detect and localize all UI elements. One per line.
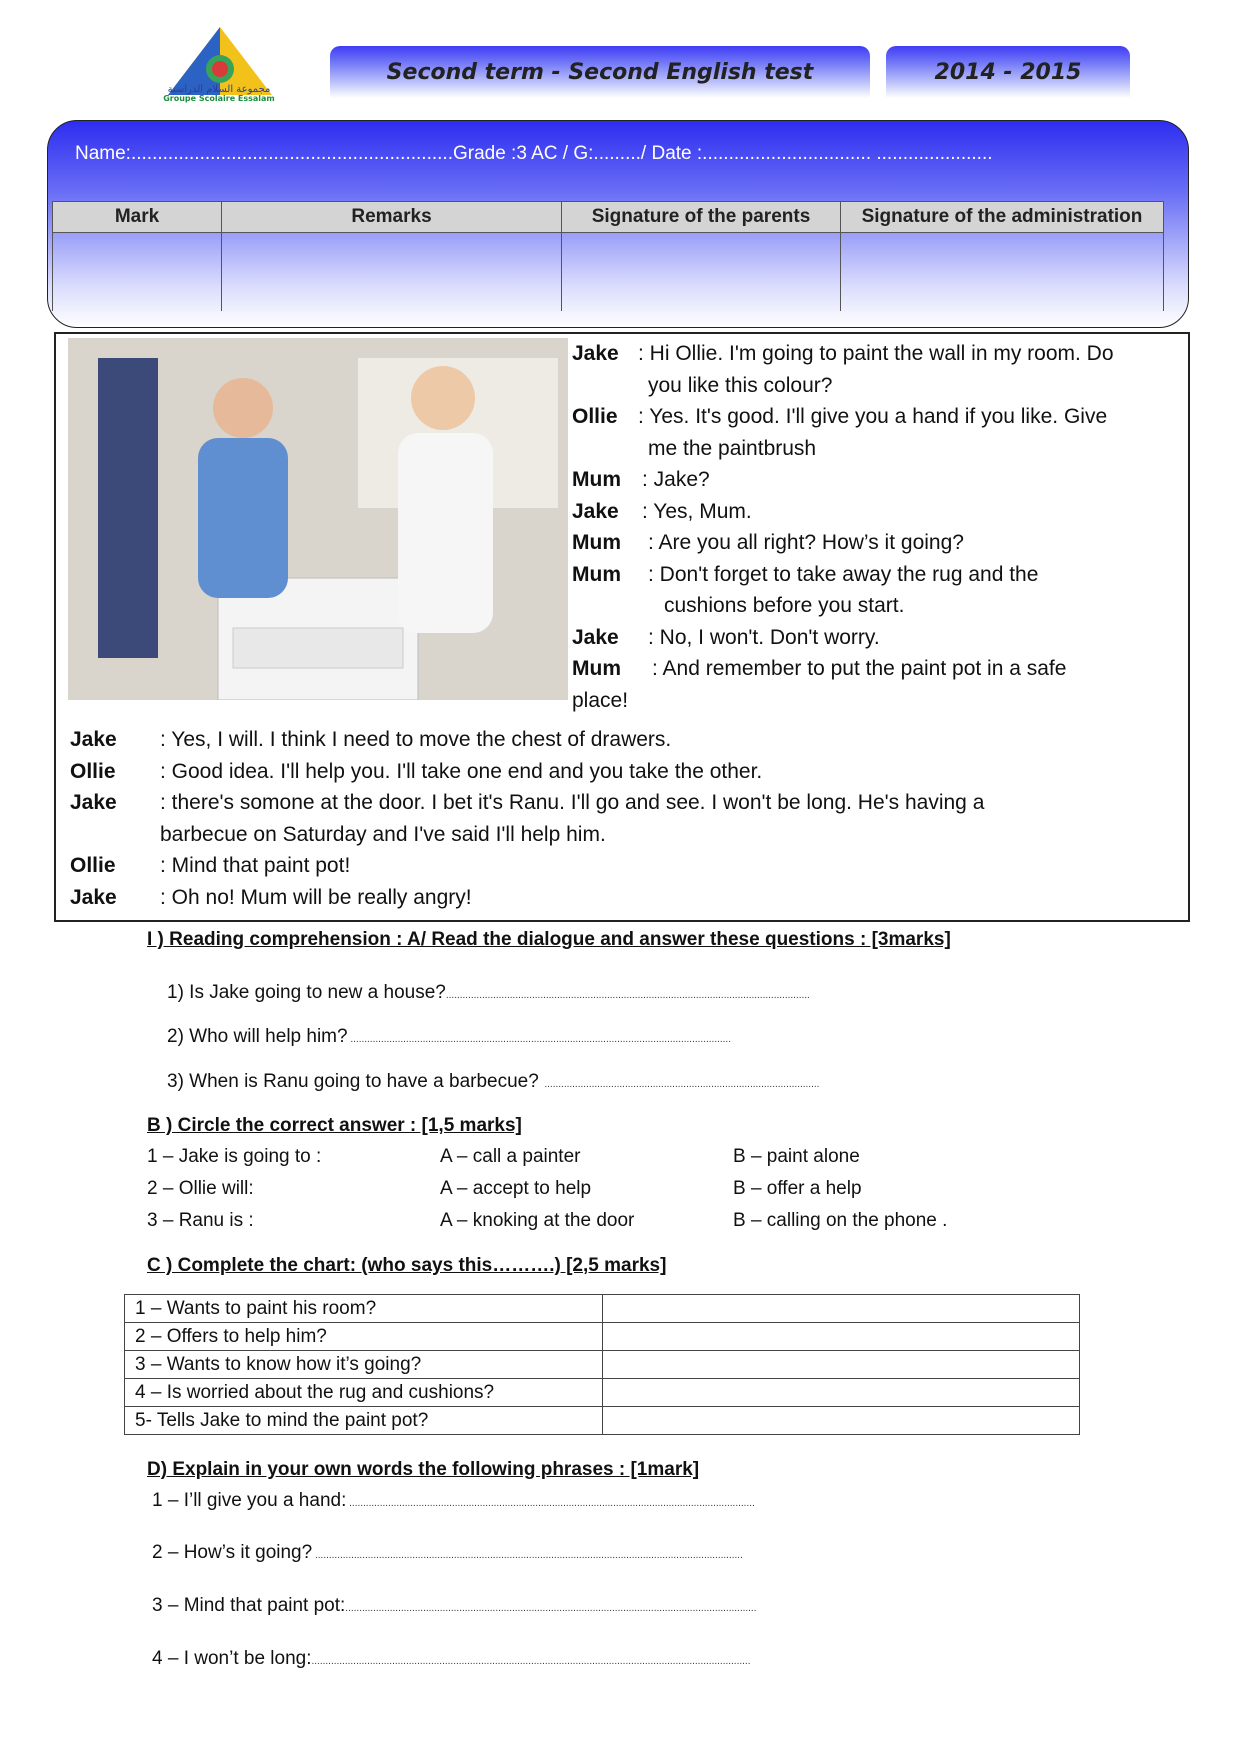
dialogue-text: : Yes. It's good. I'll give you a hand if you like. Give	[638, 405, 1108, 428]
dialogue-line	[572, 622, 1114, 654]
dialogue-text: place!	[572, 688, 629, 712]
speaker-name: Ollie	[572, 405, 618, 428]
mcq-option-b[interactable]: B – offer a help	[733, 1178, 862, 1199]
dialogue-text: : Hi Ollie. I'm going to paint the wall in my room. Do	[638, 342, 1114, 365]
phrase-text: 3 – Mind that paint pot:	[152, 1595, 346, 1616]
speaker-name: Mum	[572, 657, 621, 680]
phrase-item-2	[152, 1542, 743, 1564]
speaker-name: Jake	[70, 791, 117, 814]
speaker-name: Mum	[572, 468, 621, 491]
test-title: Second term - Second English test	[330, 46, 870, 98]
mcq-question-3: 3 – Ranu is :	[147, 1210, 254, 1231]
remarks-cell[interactable]	[222, 233, 562, 312]
name-grade-date-line[interactable]: Name:.............................................................Grade :3 AC / G:........./ Date :................................ ......................	[75, 143, 993, 164]
mcq-option-a[interactable]: A – knoking at the door	[440, 1210, 635, 1231]
chart-statement: 2 – Offers to help him?	[125, 1323, 603, 1351]
dialogue-line	[572, 464, 1114, 496]
question-text: 2) Who will help him?	[167, 1026, 348, 1047]
phrase-item-4	[152, 1648, 750, 1670]
dialogue-line	[70, 787, 984, 819]
mcq-question-2: 2 – Ollie will:	[147, 1178, 254, 1199]
speaker-name: Jake	[572, 342, 619, 365]
dialogue-line	[572, 338, 1114, 370]
dialogue-text: : Are you all right? How’s it going?	[648, 531, 964, 554]
answer-line[interactable]: ..........................................................................................................................................................	[312, 1550, 743, 1561]
speaker-name: Mum	[572, 531, 621, 554]
answer-line[interactable]: ...................................................................................................	[538, 1079, 820, 1090]
dialogue-box	[54, 332, 1190, 922]
logo-latin-text: Groupe Scolaire Essalam	[163, 94, 275, 103]
section-b-title: B ) Circle the correct answer : [1,5 marks]	[147, 1115, 522, 1136]
chart-statement: 4 – Is worried about the rug and cushions?	[125, 1379, 603, 1407]
chart-row	[125, 1295, 1080, 1323]
dialogue-full-lines	[70, 724, 984, 913]
speaker-name: Ollie	[70, 759, 116, 783]
phrase-text: 1 – I’ll give you a hand:	[152, 1490, 347, 1511]
mcq-question-1: 1 – Jake is going to :	[147, 1146, 322, 1167]
dialogue-text: : Don't forget to take away the rug and the	[648, 562, 1039, 586]
logo-arabic-text: مجموعة السلام الدراسية	[167, 84, 271, 95]
dialogue-text: : Yes, Mum.	[642, 499, 752, 523]
parents-signature-header: Signature of the parents	[562, 202, 841, 233]
dialogue-text: : Yes, I will. I think I need to move the chest of drawers.	[160, 728, 672, 751]
dialogue-text: you like this colour?	[648, 373, 833, 397]
question-text: 3) When is Ranu going to have a barbecue?	[167, 1071, 539, 1092]
remarks-header: Remarks	[222, 202, 562, 233]
chart-row	[125, 1323, 1080, 1351]
answer-line[interactable]: ....................................................................................................................................................	[345, 1603, 757, 1614]
mark-header: Mark	[53, 202, 222, 233]
dialogue-text: : there's somone at the door. I bet it's Ranu. I'll go and see. I won't be long. He's having a	[160, 791, 985, 814]
question-text: 1) Is Jake going to new a house?	[167, 982, 446, 1003]
dialogue-text: : Oh no! Mum will be really angry!	[160, 885, 472, 909]
parents-signature-cell[interactable]	[562, 233, 841, 312]
dialogue-text: : And remember to put the paint pot in a safe	[652, 657, 1067, 680]
dialogue-line	[70, 850, 984, 882]
dialogue-text: cushions before you start.	[664, 594, 905, 617]
chart-statement: 5- Tells Jake to mind the paint pot?	[125, 1407, 603, 1435]
student-info-box	[47, 120, 1189, 328]
dialogue-text: : Good idea. I'll help you. I'll take one end and you take the other.	[160, 759, 763, 783]
dialogue-text: me the paintbrush	[648, 436, 817, 460]
phrase-item-3	[152, 1595, 757, 1617]
chart-statement: 3 – Wants to know how it’s going?	[125, 1351, 603, 1379]
answer-line[interactable]: ...................................................................................................................................	[445, 990, 810, 1001]
speaker-name: Mum	[572, 562, 621, 586]
chart-answer-cell[interactable]	[603, 1351, 1080, 1379]
mcq-option-b[interactable]: B – calling on the phone .	[733, 1210, 948, 1231]
dialogue-line	[572, 527, 1114, 559]
dialogue-line	[572, 370, 1114, 402]
speaker-name: Jake	[572, 625, 619, 649]
phrase-text: 4 – I won’t be long:	[152, 1648, 312, 1669]
boys-moving-drawers-photo	[68, 338, 568, 700]
dialogue-line	[70, 756, 984, 788]
administration-signature-header: Signature of the administration	[841, 202, 1164, 233]
mcq-option-a[interactable]: A – accept to help	[440, 1178, 592, 1199]
marks-table	[52, 201, 1164, 311]
phrase-item-1	[152, 1490, 755, 1512]
chart-statement: 1 – Wants to paint his room?	[125, 1295, 603, 1323]
dialogue-line	[572, 685, 1114, 717]
dialogue-line	[572, 590, 1114, 622]
section-c-title: C ) Complete the chart: (who says this……….) [2,5 marks]	[147, 1255, 667, 1276]
dialogue-line	[572, 496, 1114, 528]
dialogue-line	[572, 433, 1114, 465]
dialogue-line	[70, 724, 984, 756]
chart-row	[125, 1407, 1080, 1435]
speaker-name: Ollie	[70, 854, 116, 877]
section-a-title: I ) Reading comprehension : A/ Read the dialogue and answer these questions : [3marks]	[147, 929, 951, 950]
chart-answer-cell[interactable]	[603, 1295, 1080, 1323]
answer-line[interactable]: ..................................................................................................................................................	[346, 1498, 755, 1509]
mark-cell[interactable]	[53, 233, 222, 312]
phrase-text: 2 – How’s it going?	[152, 1542, 313, 1563]
dialogue-text: barbecue on Saturday and I've said I'll help him.	[160, 822, 606, 846]
dialogue-text: : Mind that paint pot!	[160, 854, 351, 877]
chart-row	[125, 1379, 1080, 1407]
dialogue-line	[572, 401, 1114, 433]
question-3	[167, 1071, 819, 1093]
question-1	[167, 982, 810, 1004]
speaker-name: Jake	[70, 885, 117, 909]
chart-answer-cell[interactable]	[603, 1323, 1080, 1351]
dialogue-side-lines	[572, 338, 1114, 716]
dialogue-text: : No, I won't. Don't worry.	[648, 625, 880, 649]
answer-line[interactable]: .........................................................................................................................................	[347, 1034, 731, 1045]
chart-row	[125, 1351, 1080, 1379]
who-says-chart	[124, 1294, 1080, 1435]
speaker-name: Jake	[70, 728, 117, 751]
mcq-option-a[interactable]: A – call a painter	[440, 1146, 581, 1167]
administration-signature-cell[interactable]	[841, 233, 1164, 312]
chart-answer-cell[interactable]	[603, 1379, 1080, 1407]
dialogue-line	[572, 559, 1114, 591]
mcq-option-b[interactable]: B – paint alone	[733, 1146, 860, 1167]
question-2	[167, 1026, 731, 1048]
section-d-title: D) Explain in your own words the following phrases : [1mark]	[147, 1459, 700, 1480]
dialogue-line	[70, 819, 984, 851]
school-year: 2014 - 2015	[886, 46, 1130, 98]
speaker-name: Jake	[572, 499, 619, 523]
dialogue-line	[70, 882, 984, 914]
answer-line[interactable]: ..............................................................................................................................................................	[311, 1656, 751, 1667]
dialogue-text: : Jake?	[642, 468, 710, 491]
dialogue-line	[572, 653, 1114, 685]
chart-answer-cell[interactable]	[603, 1407, 1080, 1435]
